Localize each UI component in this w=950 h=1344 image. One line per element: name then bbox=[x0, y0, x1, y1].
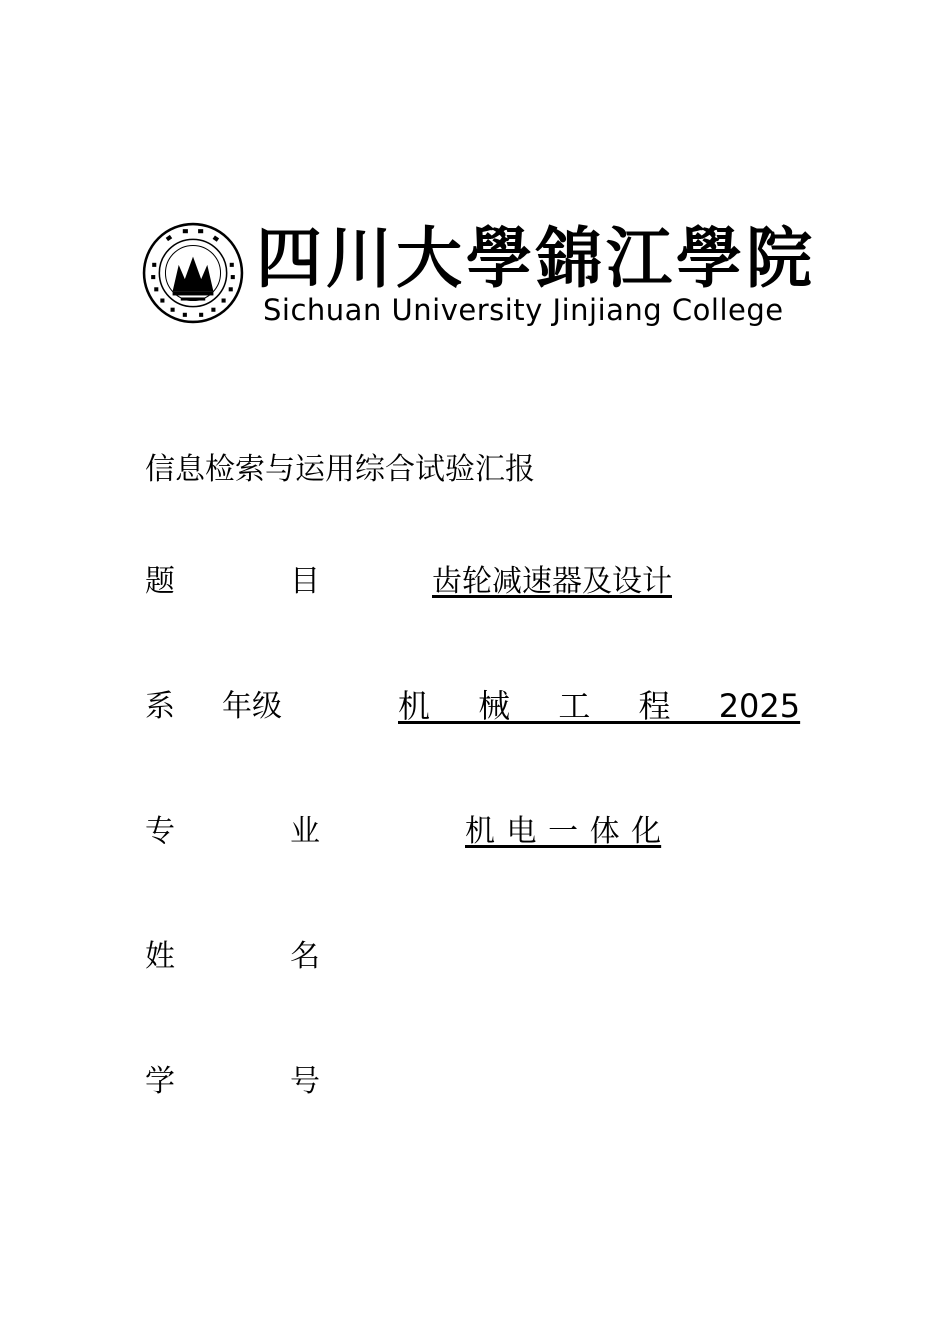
topic-value: 齿轮减速器及设计 bbox=[432, 564, 672, 599]
student-id-label-first-char: 学 bbox=[145, 1064, 175, 1099]
department-label-first-char: 系 bbox=[145, 689, 175, 724]
student-id-label-second-char: 号 bbox=[290, 1064, 320, 1099]
major-value: 机 电 一 体 化 bbox=[465, 814, 662, 849]
major-label-first-char: 专 bbox=[145, 814, 175, 849]
topic-label-first-char: 题 bbox=[145, 564, 175, 599]
report-title: 信息检索与运用综合试验汇报 bbox=[145, 452, 535, 487]
name-label-first-char: 姓 bbox=[145, 939, 175, 974]
major-label-second-char: 业 bbox=[290, 814, 320, 849]
department-value: 机 械 工 程 2025 bbox=[398, 687, 801, 725]
department-label-grade: 年级 bbox=[222, 689, 282, 724]
college-seal-icon bbox=[142, 222, 244, 324]
name-label-second-char: 名 bbox=[290, 939, 320, 974]
college-name-english: Sichuan University Jinjiang College bbox=[263, 293, 784, 327]
college-name-chinese: 四川大學錦江學院 bbox=[256, 219, 816, 297]
topic-label-second-char: 目 bbox=[290, 564, 320, 599]
college-logo bbox=[142, 218, 816, 333]
